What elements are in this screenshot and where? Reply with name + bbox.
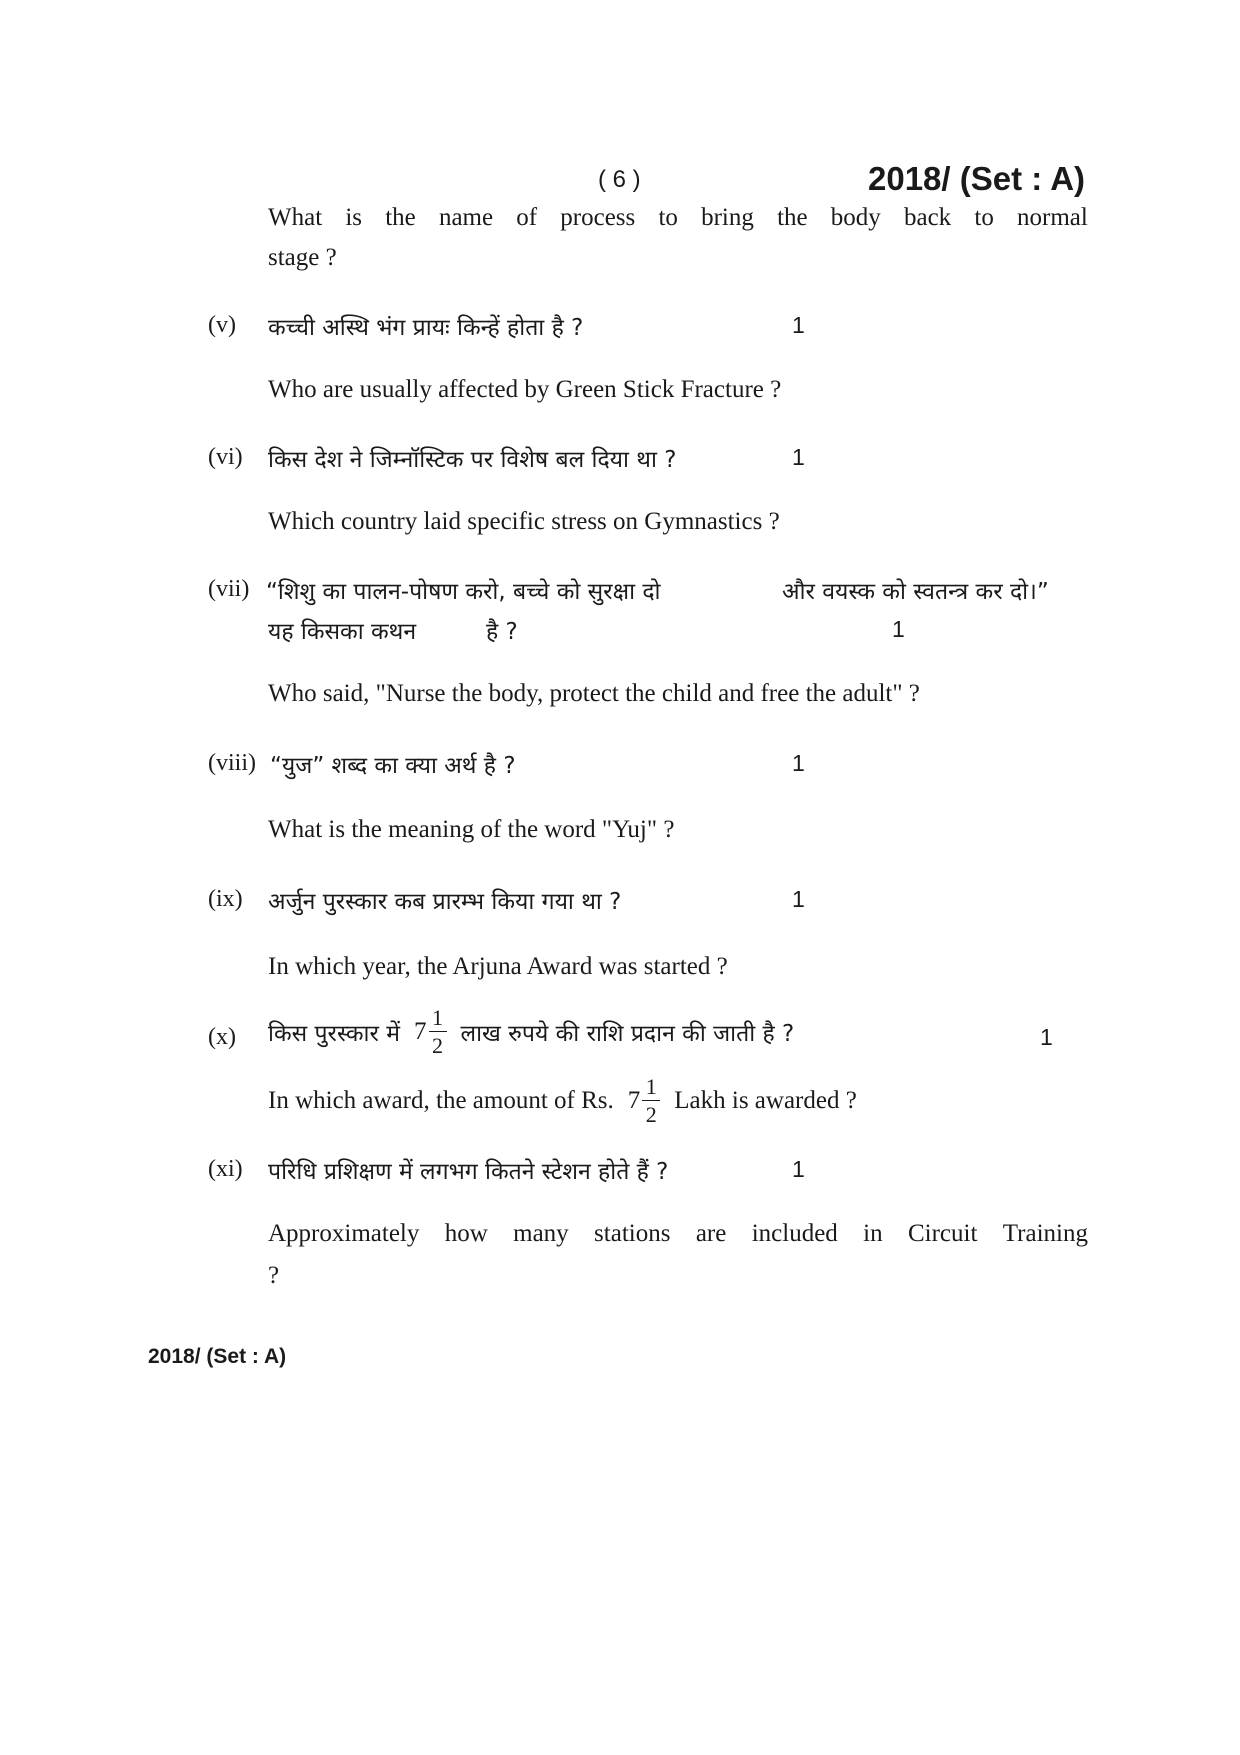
question-number: (viii): [208, 750, 256, 776]
fraction: $\frac{1}{2}$: [429, 1006, 447, 1057]
mixed-number-whole: 7: [627, 1086, 641, 1114]
question-number: (v): [208, 312, 236, 338]
question-number: (xi): [208, 1156, 243, 1182]
question-hindi: “युज” शब्द का क्या अर्थ है ?: [270, 753, 516, 779]
question-english: In which year, the Arjuna Award was started ?: [268, 953, 728, 980]
mixed-number-whole: 7: [414, 1017, 427, 1045]
question-number: (ix): [208, 886, 243, 912]
intro-line-2: stage ?: [268, 244, 337, 271]
question-number: (x): [208, 1024, 236, 1050]
question-marks: 1: [892, 616, 905, 642]
question-english: What is the meaning of the word "Yuj" ?: [268, 816, 675, 843]
question-marks: 1: [1040, 1024, 1053, 1050]
question-english: Who are usually affected by Green Stick Fracture ?: [268, 376, 782, 403]
question-marks: 1: [792, 1156, 805, 1182]
question-english: Approximately how many stations are included in Circuit Training: [268, 1220, 1088, 1247]
intro-line-1: What is the name of process to bring the body back to normal: [268, 204, 1088, 231]
question-english: Which country laid specific stress on Gymnastics ?: [268, 508, 780, 535]
footer-set-label: 2018/ (Set : A): [148, 1345, 287, 1368]
question-number: (vi): [208, 444, 243, 470]
fraction: $\frac{1}{2}$: [642, 1075, 660, 1126]
question-marks: 1: [792, 886, 805, 912]
page-number: ( 6 ): [598, 166, 641, 193]
question-hindi-line-2-end: है ?: [486, 619, 518, 645]
question-marks: 1: [792, 444, 805, 470]
question-hindi: “शिशु का पालन-पोषण करो, बच्चे को सुरक्षा दो: [266, 579, 661, 605]
question-english-line-2: ?: [268, 1262, 280, 1289]
question-hindi: अर्जुन पुरस्कार कब प्रारम्भ किया गया था ?: [268, 889, 622, 915]
question-hindi: परिधि प्रशिक्षण में लगभग कितने स्टेशन होते हैं ?: [268, 1159, 669, 1185]
question-hindi-line-2: यह किसका कथन: [268, 619, 417, 645]
question-number: (vii): [208, 576, 250, 602]
question-hindi: किस देश ने जिम्नॉस्टिक पर विशेष बल दिया था ?: [268, 447, 677, 473]
question-hindi-continued: और वयस्क को स्वतन्त्र कर दो।”: [782, 579, 1049, 605]
question-hindi: किस पुरस्कार में 7 $\frac{1}{2}$ लाख रुपये की राशि प्रदान की जाती है ?: [268, 1005, 795, 1059]
set-header: 2018/ (Set : A): [868, 160, 1086, 197]
question-english: Who said, "Nurse the body, protect the child and free the adult" ?: [268, 680, 920, 707]
question-marks: 1: [792, 750, 805, 776]
question-english: In which award, the amount of Rs. 7 $\frac{1}{2}$ Lakh is awarded ?: [268, 1074, 857, 1128]
question-hindi: कच्ची अस्थि भंग प्रायः किन्हें होता है ?: [268, 315, 584, 341]
question-marks: 1: [792, 312, 805, 338]
